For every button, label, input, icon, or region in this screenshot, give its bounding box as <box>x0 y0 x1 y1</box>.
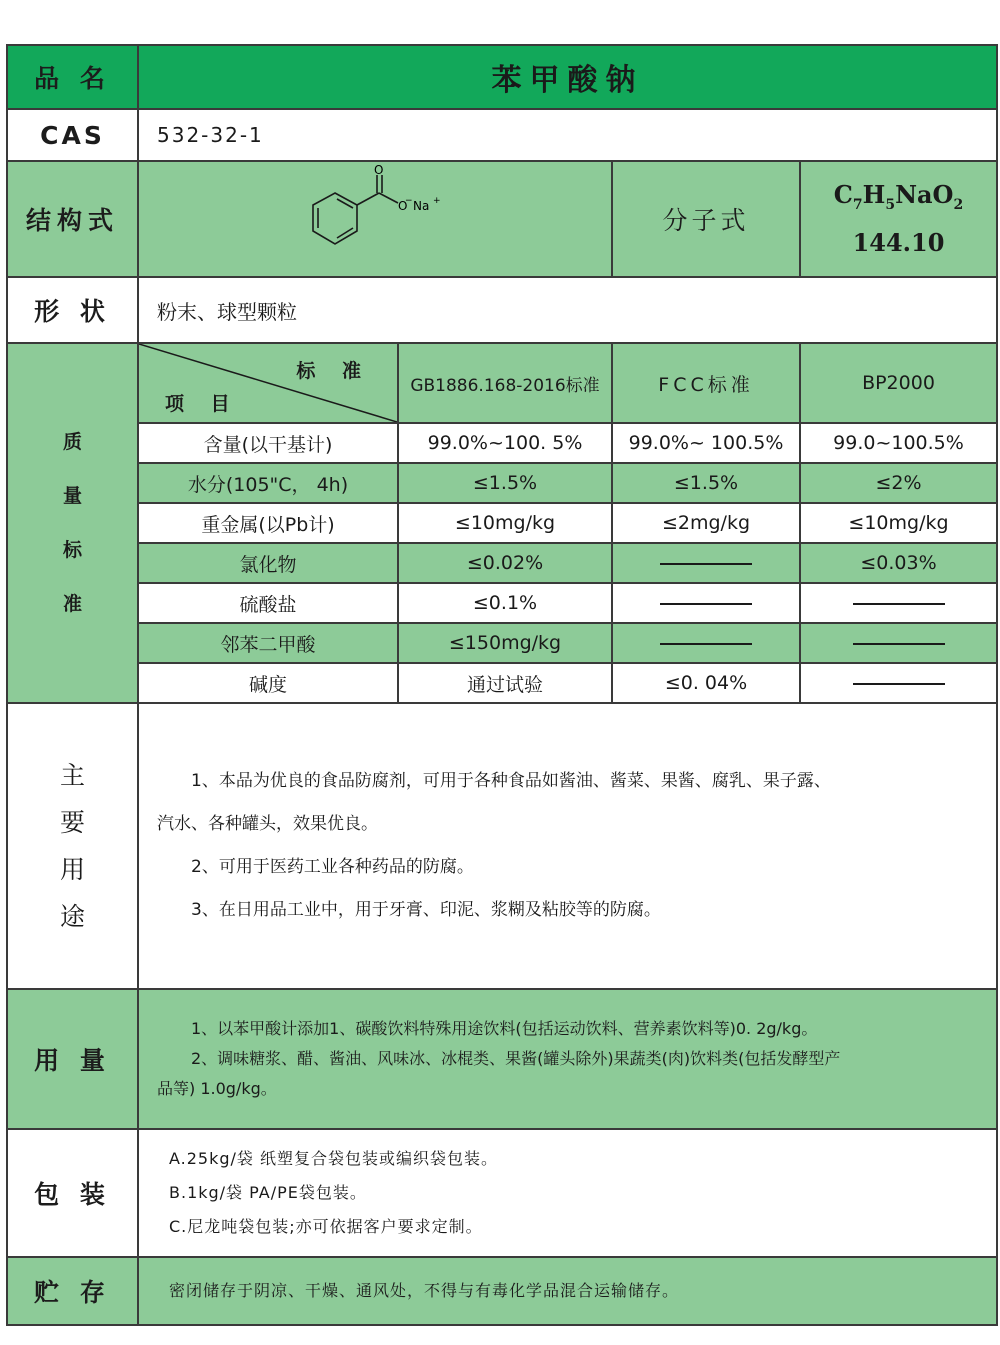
cas-row <box>7 109 997 161</box>
bp-cell <box>800 663 997 703</box>
bp-cell: 99.0~100.5% <box>800 423 997 463</box>
formula-cell <box>800 161 997 277</box>
dosage-paragraph-2: 2、调味糖浆、醋、酱油、风味冰、冰棍类、果酱(罐头除外)果蔬类(肉)饮料类(包括发酵型产 <box>191 1049 841 1068</box>
fcc-cell: ≤0. 04% <box>612 663 800 703</box>
cas-value: 532-32-1 <box>138 109 997 161</box>
storage-label: 贮 存 <box>7 1257 138 1325</box>
not-applicable-dash <box>853 643 945 645</box>
item-cell: 碱度 <box>138 663 398 703</box>
header-item: 项 目 <box>165 393 240 415</box>
uses-row <box>7 703 997 989</box>
uses-paragraph-3: 3、在日用品工业中，用于牙膏、印泥、浆糊及粘胶等的防腐。 <box>191 900 661 920</box>
col-fcc: FCC标准 <box>612 343 800 423</box>
structure-label: 结构式 <box>7 161 138 277</box>
product-label: 品 名 <box>7 45 138 109</box>
uses-content <box>138 703 997 989</box>
dosage-paragraph-1: 1、以苯甲酸计添加1、碳酸饮料特殊用途饮料(包括运动饮料、营养素饮料等)0. 2g/kg。 <box>191 1019 818 1038</box>
table-row <box>7 423 997 463</box>
gb-cell: 通过试验 <box>398 663 612 703</box>
not-applicable-dash <box>853 683 945 685</box>
item-cell: 氯化物 <box>138 543 398 583</box>
table-row <box>7 503 997 543</box>
bp-cell <box>800 623 997 663</box>
molecular-formula: $C_7H_5NaO_2$ <box>833 180 964 213</box>
col-bp: BP2000 <box>800 343 997 423</box>
table-row <box>7 663 997 703</box>
not-applicable-dash <box>660 603 752 605</box>
item-cell: 硫酸盐 <box>138 583 398 623</box>
packing-option-a: A.25kg/袋 纸塑复合袋包装或编织袋包装。 <box>169 1149 499 1168</box>
structure-row <box>7 161 997 277</box>
uses-paragraph-2: 2、可用于医药工业各种药品的防腐。 <box>191 857 474 877</box>
fcc-cell: ≤2mg/kg <box>612 503 800 543</box>
form-label: 形 状 <box>7 277 138 343</box>
fcc-cell <box>612 623 800 663</box>
bp-cell <box>800 583 997 623</box>
quality-header-row <box>7 343 997 423</box>
gb-cell: ≤1.5% <box>398 463 612 503</box>
gb-cell: ≤150mg/kg <box>398 623 612 663</box>
formula-label: 分子式 <box>612 161 800 277</box>
oxide-o-text: O <box>398 199 408 213</box>
storage-row <box>7 1257 997 1325</box>
item-cell: 邻苯二甲酸 <box>138 623 398 663</box>
not-applicable-dash <box>660 643 752 645</box>
product-name: 苯甲酸钠 <box>138 45 997 109</box>
structure-drawing-cell <box>138 161 612 277</box>
packing-option-c: C.尼龙吨袋包装;亦可依据客户要求定制。 <box>169 1217 483 1236</box>
spec-sheet <box>6 44 996 1326</box>
gb-cell: 99.0%~100. 5% <box>398 423 612 463</box>
benzoate-structure-diagram <box>295 165 455 269</box>
not-applicable-dash <box>853 603 945 605</box>
carbonyl-o-text: O <box>374 165 384 177</box>
uses-paragraph-1: 1、本品为优良的食品防腐剂，可用于各种食品如酱油、酱菜、果酱、腐乳、果子露、 <box>191 771 831 791</box>
dosage-paragraph-2-cont: 品等) 1.0g/kg。 <box>157 1079 277 1098</box>
spec-table <box>6 44 998 1326</box>
svg-text:−: − <box>405 196 413 206</box>
fcc-cell <box>612 543 800 583</box>
packing-content <box>138 1129 997 1257</box>
product-row <box>7 45 997 109</box>
fcc-cell <box>612 583 800 623</box>
molar-mass: 144.10 <box>852 227 945 257</box>
storage-value: 密闭储存于阴凉、干燥、通风处，不得与有毒化学品混合运输储存。 <box>138 1257 997 1325</box>
sodium-text: Na <box>413 199 430 213</box>
dosage-row <box>7 989 997 1129</box>
item-cell: 重金属(以Pb计) <box>138 503 398 543</box>
bp-cell: ≤10mg/kg <box>800 503 997 543</box>
quality-label: 质 量 标 准 <box>7 343 138 703</box>
table-row <box>7 463 997 503</box>
dosage-content <box>138 989 997 1129</box>
gb-cell: ≤10mg/kg <box>398 503 612 543</box>
quality-diagonal-header <box>138 343 398 423</box>
not-applicable-dash <box>660 563 752 565</box>
cas-label: CAS <box>7 109 138 161</box>
uses-paragraph-1-cont: 汽水、各种罐头，效果优良。 <box>157 814 378 834</box>
packing-label: 包 装 <box>7 1129 138 1257</box>
form-value: 粉末、球型颗粒 <box>138 277 997 343</box>
header-standard: 标 准 <box>296 360 371 382</box>
fcc-cell: 99.0%~ 100.5% <box>612 423 800 463</box>
form-row <box>7 277 997 343</box>
dosage-label: 用 量 <box>7 989 138 1129</box>
table-row <box>7 583 997 623</box>
packing-option-b: B.1kg/袋 PA/PE袋包装。 <box>169 1183 367 1202</box>
bp-cell: ≤0.03% <box>800 543 997 583</box>
uses-label: 主 要 用 途 <box>7 703 138 989</box>
table-row <box>7 543 997 583</box>
item-cell: 含量(以干基计) <box>138 423 398 463</box>
gb-cell: ≤0.1% <box>398 583 612 623</box>
item-cell: 水分(105"C， 4h) <box>138 463 398 503</box>
fcc-cell: ≤1.5% <box>612 463 800 503</box>
col-gb: GB1886.168-2016标准 <box>398 343 612 423</box>
table-row <box>7 623 997 663</box>
svg-text:+: + <box>433 196 441 206</box>
packing-row <box>7 1129 997 1257</box>
gb-cell: ≤0.02% <box>398 543 612 583</box>
bp-cell: ≤2% <box>800 463 997 503</box>
